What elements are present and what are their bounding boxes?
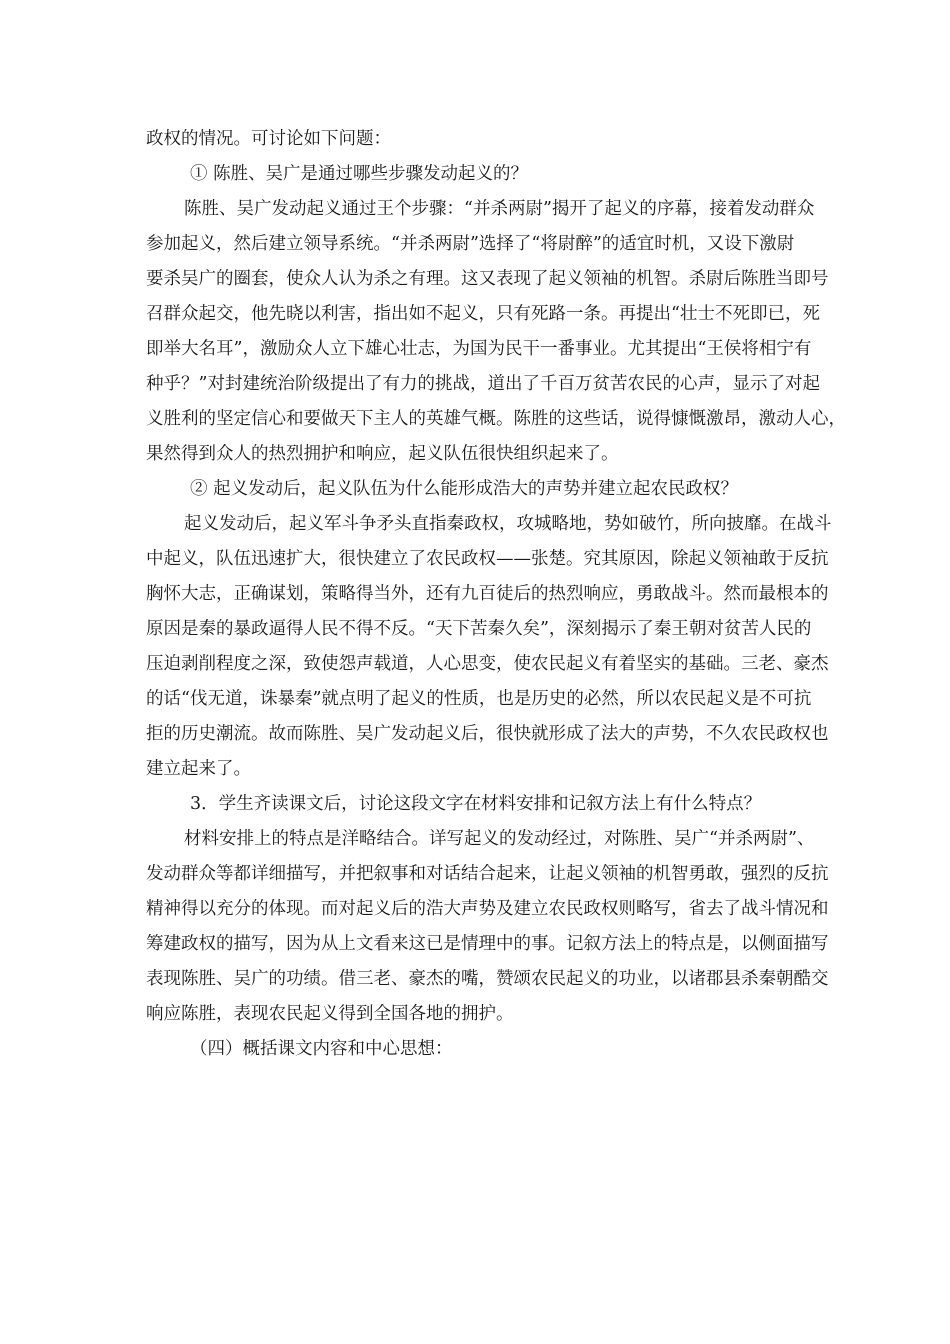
paragraph-line: 响应陈胜，表现农民起义得到全国各地的拥护。 bbox=[146, 1004, 514, 1024]
paragraph-line: 即举大名耳”，激励众人立下雄心壮志，为国为民干一番事业。尤其提出“王侯将相宁有 bbox=[146, 339, 812, 359]
document-body bbox=[146, 126, 846, 1071]
paragraph-line: 筹建政权的描写，因为从上文看来这已是情理中的事。记叙方法上的特点是，以侧面描写 bbox=[146, 934, 829, 954]
paragraph-line: 精神得以充分的体现。而对起义后的浩大声势及建立农民政权则略写，省去了战斗情况和 bbox=[146, 899, 829, 919]
paragraph-line: 压迫剥削程度之深，致使怨声载道，人心思变，使农民起义有着坚实的基础。三老、豪杰 bbox=[146, 654, 829, 674]
paragraph-line: 起义发动后，起义军斗争矛头直指秦政权，攻城略地，势如破竹，所向披靡。在战斗 bbox=[184, 514, 832, 534]
paragraph-line: 中起义，队伍迅速扩大，很快建立了农民政权——张楚。究其原因，除起义领袖敢于反抗 bbox=[146, 549, 829, 569]
paragraph-line: 发动群众等都详细描写，并把叙事和对话结合起来，让起义领袖的机智勇敢，强烈的反抗 bbox=[146, 864, 829, 884]
paragraph-line: 胸怀大志，正确谋划，策略得当外，还有九百徒后的热烈响应，勇敢战斗。然而最根本的 bbox=[146, 584, 829, 604]
paragraph-line: 拒的历史潮流。故而陈胜、吴广发动起义后，很快就形成了法大的声势，不久农民政权也 bbox=[146, 724, 829, 744]
paragraph-line: 召群众起交，他先晓以利害，指出如不起义，只有死路一条。再提出“壮士不死即已，死 bbox=[146, 304, 820, 324]
paragraph-line: 参加起义，然后建立领导系统。“并杀两尉”选择了“将尉醉”的适宜时机，又设下激尉 bbox=[146, 234, 795, 254]
paragraph-line: 陈胜、吴广发动起义通过王个步骤：“并杀两尉”揭开了起义的序幕，接着发动群众 bbox=[184, 199, 815, 219]
paragraph-line: 建立起来了。 bbox=[146, 759, 251, 779]
paragraph-line: 政权的情况。可讨论如下问题： bbox=[146, 129, 391, 149]
paragraph-line: 的话“伐无道，诛暴秦”就点明了起义的性质，也是历史的必然，所以农民起义是不可抗 bbox=[146, 689, 812, 709]
question-line: ② 起义发动后，起义队伍为什么能形成浩大的声势并建立起农民政权？ bbox=[190, 479, 739, 499]
paragraph-line: 材料安排上的特点是洋略结合。详写起义的发动经过，对陈胜、吴广“并杀两尉”、 bbox=[184, 829, 815, 849]
paragraph-line: 种乎？”对封建统治阶级提出了有力的挑战，道出了千百万贫苦农民的心声，显示了对起 bbox=[146, 374, 820, 394]
paragraph-line: 果然得到众人的热烈拥护和响应，起义队伍很快组织起来了。 bbox=[146, 444, 619, 464]
paragraph-line: 原因是秦的暴政逼得人民不得不反。“天下苦秦久矣”，深刻揭示了秦王朝对贫苦人民的 bbox=[146, 619, 812, 639]
paragraph-line: 义胜利的坚定信心和要做天下主人的英雄气概。陈胜的这些话，说得慷慨激昂，激动人心， bbox=[146, 409, 846, 429]
question-line: 3．学生齐读课文后，讨论这段文字在材料安排和记叙方法上有什么特点？ bbox=[190, 794, 762, 814]
section-heading: （四）概括课文内容和中心思想： bbox=[190, 1039, 453, 1059]
paragraph-line: 要杀吴广的圈套，使众人认为杀之有理。这又表现了起义领袖的机智。杀尉后陈胜当即号 bbox=[146, 269, 829, 289]
paragraph-line: 表现陈胜、吴广的功绩。借三老、豪杰的嘴，赞颂农民起义的功业，以诸郡县杀秦朝酷交 bbox=[146, 969, 829, 989]
question-line: ① 陈胜、吴广是通过哪些步骤发动起义的？ bbox=[190, 164, 529, 184]
